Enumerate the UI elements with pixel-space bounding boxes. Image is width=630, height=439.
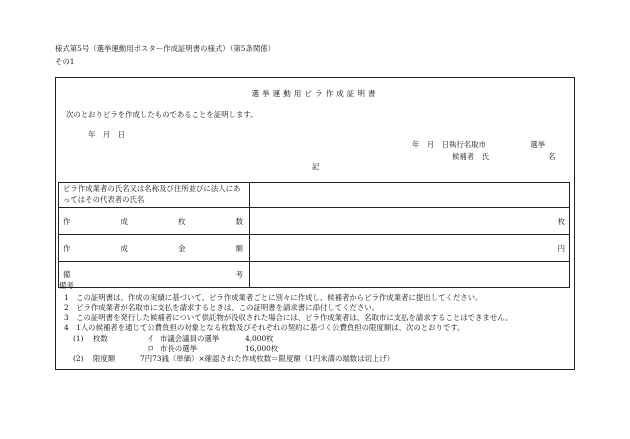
- label-char: 成: [120, 243, 128, 253]
- label-char: 成: [120, 216, 128, 226]
- remarks-value: [250, 262, 570, 288]
- ki-label: 記: [312, 162, 320, 171]
- sub-ro-label: ロ: [147, 344, 155, 353]
- sub-i-label: イ: [147, 334, 155, 343]
- note-item: 1 この証明書は、作成の実績に基づいて、ビラ作成業者ごとに別々に作成し、候補者からビラ作成業者に提出してください。: [64, 293, 483, 302]
- table-row: [59, 183, 570, 208]
- label-char: 考: [235, 270, 243, 279]
- label-char: 作: [63, 243, 71, 253]
- date-line: 年 月 日: [88, 130, 125, 139]
- sub-ro-value: 16,000枚: [245, 344, 279, 353]
- candidate-label: 候補者 氏 名: [452, 152, 556, 161]
- amount-label: [59, 235, 250, 262]
- sub-i-value: 4,000枚: [245, 334, 274, 343]
- form-label: 様式第5号（選挙運動用ポスター作成証明書の様式）（第5条関係）: [55, 44, 276, 53]
- sub-label: その1: [55, 57, 75, 66]
- sub-ro-text: 市長の選挙: [160, 344, 197, 353]
- election-line: 年 月 日執行名取市 選挙: [412, 140, 546, 149]
- vendor-value: [250, 183, 570, 208]
- table-row: [59, 208, 570, 235]
- amount-unit: 円: [250, 235, 570, 262]
- vendor-label: ビラ作成業者の氏名又は名称及び住所並びに法人にあってはその代表者の氏名: [59, 183, 250, 208]
- certificate-table: [58, 182, 570, 288]
- count-label: [59, 208, 250, 235]
- note-item: 4 1人の候補者を通じて公費負担の対象となる枚数及びそれぞれの契約に基づく公費負担の限度額は、次のとおりです。: [64, 323, 465, 332]
- label-char: 数: [235, 216, 243, 226]
- sub-i-text: 市議会議員の選挙: [160, 334, 220, 343]
- certificate-title: 選挙運動用ビラ作成証明書: [251, 89, 379, 98]
- label-char: 作: [63, 216, 71, 226]
- remarks-label: [59, 262, 250, 288]
- notes-heading: 備考: [59, 281, 74, 290]
- label-char: 額: [235, 243, 243, 253]
- note-item: 3 この証明書を発行した候補者について供託物が没収された場合には、ビラ作成業者は、名取市に支払を請求することはできません。: [64, 313, 513, 322]
- label-char: 金: [178, 243, 186, 253]
- count-label-text: 枚数: [93, 334, 108, 343]
- label-char: 枚: [178, 216, 186, 226]
- label-char: 備: [63, 270, 71, 279]
- note-item: 2 ビラ作成業者が名取市に支払を請求するときは、この証明書を請求書に添付してください。: [64, 303, 380, 312]
- table-row: [59, 262, 570, 288]
- count-unit: 枚: [250, 208, 570, 235]
- table-row: [59, 235, 570, 262]
- limit-label-text: 限度額: [93, 354, 116, 363]
- limit-text: 7円73銭（単価）×確認された作成枚数＝限度額（1円未満の端数は切上げ）: [140, 354, 395, 363]
- intro-text: 次のとおりビラを作成したものであることを証明します。: [66, 110, 258, 119]
- sub-number-2: (2): [73, 354, 84, 363]
- sub-number-1: (1): [73, 334, 84, 343]
